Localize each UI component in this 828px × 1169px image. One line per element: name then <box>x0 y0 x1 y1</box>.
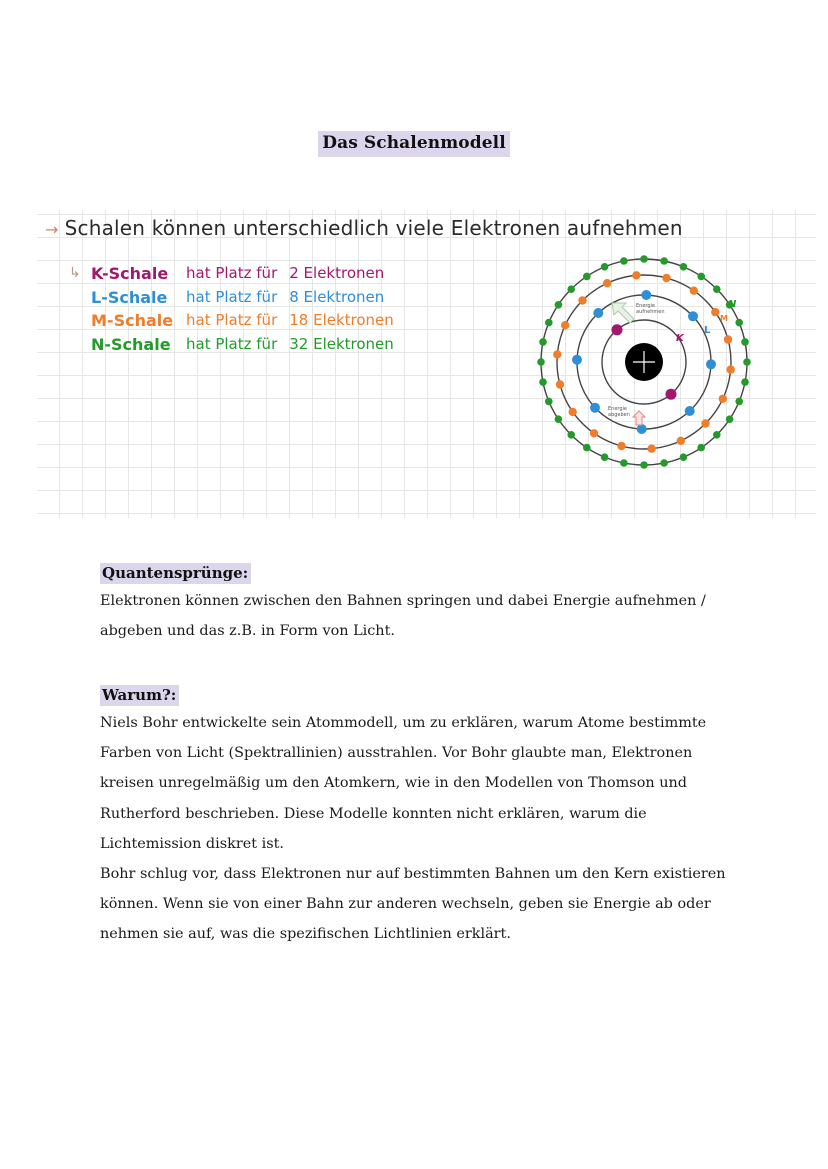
electron-dot <box>590 403 600 413</box>
electron-dot <box>690 287 698 295</box>
electron-dot <box>641 290 651 300</box>
electron-dot <box>719 395 727 403</box>
electron-dot <box>555 301 563 309</box>
electron-dot <box>603 279 611 287</box>
electron-dot <box>545 319 553 327</box>
section-paragraph: Niels Bohr entwickelte sein Atommodell, um zu erklären, warum Atome bestimmte Farben von Licht (Spektrallinien) ausstrahlen. Vor Bohr glaubte man, Elektronen kreisen unregelmäßig um den Atomkern, wie in den Modellen von Thomson und Rutherford beschrieben. Diese Modelle konnten nicht erklären, warum die Lichtemission diskret ist. Bohr schlug vor, dass Elektronen nur auf bestimmten Bahnen um den Kern existieren können. Wenn sie von einer Bahn zur anderen wechseln, geben sie Energie ab oder nehmen sie auf, was die spezifischen Lichtlinien erklärt. <box>100 715 726 943</box>
electron-dot <box>553 350 561 358</box>
shell-name: L-Schale <box>91 287 168 307</box>
section-heading: Quantensprünge: <box>100 563 251 584</box>
electron-dot <box>545 398 553 406</box>
page-title: Das Schalenmodell <box>318 131 510 157</box>
electron-dot <box>735 398 743 406</box>
electron-dot <box>660 459 668 467</box>
electron-dot <box>537 358 545 366</box>
electron-dot <box>688 311 698 321</box>
electron-dot <box>666 389 677 400</box>
electron-dot <box>741 338 749 346</box>
electron-dot <box>741 378 749 386</box>
electron-dot <box>555 415 563 423</box>
label-n: N <box>728 299 737 310</box>
electron-dot <box>539 378 547 386</box>
bohr-atom-diagram <box>534 251 764 481</box>
electron-dot <box>724 335 732 343</box>
section-why <box>100 685 740 950</box>
note-headline <box>45 216 683 240</box>
electron-dot <box>590 429 598 437</box>
shell-capacity-list <box>69 262 394 356</box>
electron-dot <box>727 365 735 373</box>
electron-dot <box>583 273 591 281</box>
electron-dot <box>680 453 688 461</box>
shell-count: 18 Elektronen <box>289 311 394 329</box>
electron-dot <box>601 453 609 461</box>
electron-dot <box>620 459 628 467</box>
section-heading: Warum?: <box>100 685 179 706</box>
section-quantum-jumps <box>100 563 740 646</box>
electron-dot <box>640 461 648 469</box>
electron-dot <box>640 255 648 263</box>
electron-dot <box>620 257 628 265</box>
nucleus-icon <box>625 343 663 381</box>
shell-text: hat Platz für <box>186 334 278 353</box>
title-container <box>0 131 828 157</box>
energy-emit-arrow-icon <box>633 411 645 425</box>
electron-dot <box>677 437 685 445</box>
shell-text: hat Platz für <box>186 287 278 306</box>
arrow-right-icon: → <box>45 220 59 239</box>
shell-count: 8 Elektronen <box>289 287 385 306</box>
shell-row-n <box>69 333 394 357</box>
electron-dot <box>726 415 734 423</box>
shell-text: hat Platz für <box>186 311 278 329</box>
electron-dot <box>713 285 721 293</box>
shell-text: hat Platz für <box>186 264 278 282</box>
shell-name: M-Schale <box>91 311 174 330</box>
electron-dot <box>539 338 547 346</box>
electron-dot <box>561 321 569 329</box>
electron-dot <box>556 380 564 388</box>
electron-dot <box>735 319 743 327</box>
handwritten-note-image <box>37 210 816 518</box>
label-m: M <box>720 314 728 323</box>
electron-dot <box>601 263 609 271</box>
electron-dot <box>660 257 668 265</box>
electron-dot <box>632 271 640 279</box>
svg-text:abgeben: abgeben <box>608 412 630 418</box>
electron-dot <box>567 431 575 439</box>
electron-dot <box>662 274 670 282</box>
energy-absorb-label: Energie <box>636 303 656 309</box>
electron-dot <box>697 273 705 281</box>
electron-dot <box>617 442 625 450</box>
section-paragraph: Elektronen können zwischen den Bahnen springen und dabei Energie aufnehmen / abgeben und das z.B. in Form von Licht. <box>100 593 706 640</box>
note-headline-text: Schalen können unterschiedlich viele Elektronen aufnehmen <box>64 216 683 240</box>
electron-dot <box>578 296 586 304</box>
electron-dot <box>680 263 688 271</box>
label-k: K <box>676 333 684 344</box>
energy-absorb-arrow-icon <box>612 303 634 323</box>
svg-text:aufnehmen: aufnehmen <box>636 309 665 315</box>
electron-dot <box>701 419 709 427</box>
electron-dot <box>572 355 582 365</box>
hook-arrow-icon: ↳ <box>69 265 81 281</box>
electron-dot <box>612 324 623 335</box>
electron-dot <box>713 431 721 439</box>
electron-dot <box>743 358 751 366</box>
electron-dot <box>569 408 577 416</box>
shell-name: K-Schale <box>91 264 169 283</box>
electron-dot <box>706 359 716 369</box>
electron-dot <box>583 444 591 452</box>
electron-dot <box>647 445 655 453</box>
shell-row-k <box>69 262 394 286</box>
shell-name: N-Schale <box>91 334 171 354</box>
electron-dot <box>697 444 705 452</box>
shell-row-m <box>69 309 394 333</box>
electron-dot <box>567 285 575 293</box>
shell-row-l <box>69 286 394 310</box>
electron-dot <box>593 308 603 318</box>
electron-dot <box>711 308 719 316</box>
electron-dot <box>685 406 695 416</box>
shell-count: 2 Elektronen <box>289 264 385 282</box>
shell-count: 32 Elektronen <box>289 334 394 353</box>
energy-emit-label: Energie <box>608 406 628 412</box>
label-l: L <box>704 325 711 336</box>
